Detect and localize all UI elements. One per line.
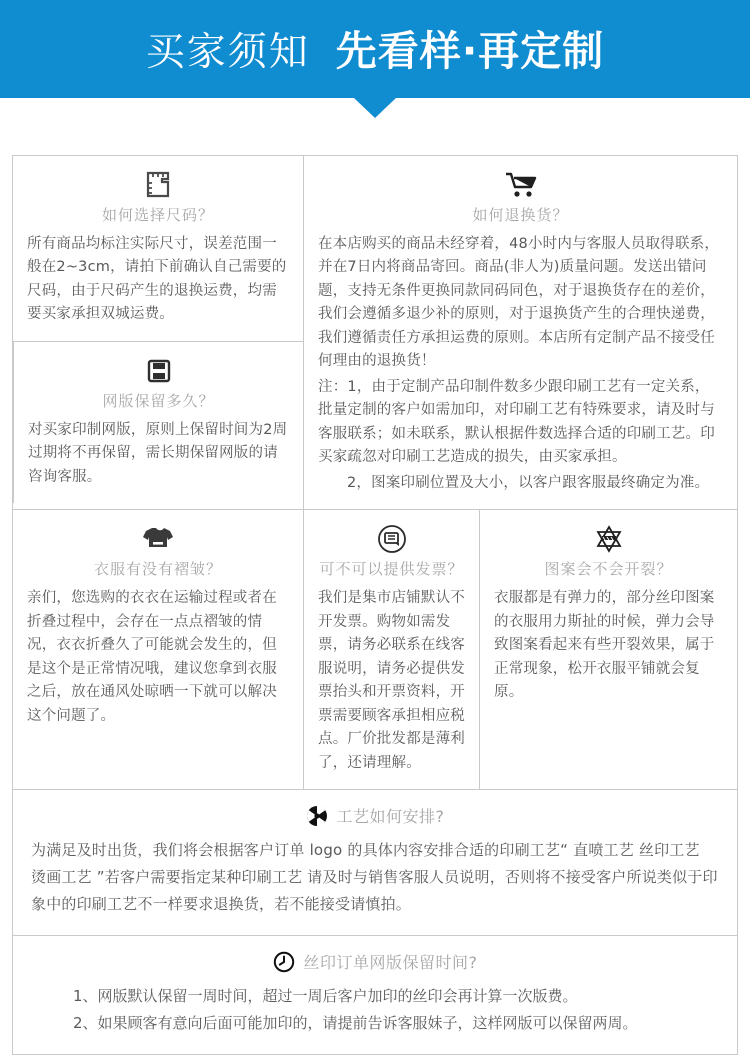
faq-cell-invoice (303, 510, 479, 789)
notice-retention-line-2: 2、如果顾客有意向后面可能加印的，请提前告诉客服妹子，这样网版可以保留两周。 (73, 1013, 638, 1032)
faq-body-screen-retention-text: 对买家印制网版，原则上保留时间为2周过期将不再保留，需长期保留网版的请咨询客服。 (28, 421, 288, 485)
faq-title-returns: 如何退换货？ (472, 206, 569, 224)
banner-title-bold: 先看样·再定制 (335, 26, 605, 75)
shopping-cart-icon (318, 168, 723, 202)
notice-retention-line-1: 1、网版默认保留一周时间，超过一周后客户加印的丝印会再计算一次版费。 (73, 987, 578, 1006)
faq-row-4 (13, 935, 737, 1054)
faq-cell-returns (303, 156, 737, 509)
star-crack-icon (494, 522, 723, 556)
invoice-icon (318, 522, 465, 556)
notice-body-process-text: 为满足及时出货，我们将会根据客户订单 logo 的具体内容安排合适的印刷工艺“ 直喷工艺 丝印工艺 烫画工艺 ”若客户需要指定某种印刷工艺 请及时与销售客服人员说明，否则将不接受客户所说类似于印象中的印刷工艺不一样要求退换货，若不能接受请慎拍。 (31, 841, 718, 913)
notice-head-process (31, 804, 719, 827)
banner-notch-triangle (354, 98, 396, 118)
faq-cell-cracking (479, 510, 737, 789)
faq-body-cracking (494, 587, 723, 704)
faq-body-returns-p3: 2，图案印刷位置及大小，以客户跟客服最终确定为准。 (347, 474, 710, 491)
notice-title-retention: 丝印订单网版保留时间? (303, 953, 478, 973)
notice-title-process: 工艺如何安排? (336, 807, 445, 827)
faq-title-invoice: 可不可以提供发票？ (319, 560, 464, 579)
faq-body-size (27, 233, 289, 327)
clock-icon (273, 951, 295, 973)
notice-cell-process (13, 790, 737, 935)
faq-row-2 (13, 509, 737, 789)
faq-cell-wrinkles (13, 510, 303, 789)
notice-body-process (31, 837, 719, 917)
faq-title-size: 如何选择尺码？ (101, 206, 214, 224)
faq-cell-screen-retention (13, 341, 303, 503)
faq-body-cracking-text: 衣服都是有弹力的，部分丝印图案的衣服用力斯扯的时候，弹力会导致图案看起来有些开裂效果，属于正常现象，松开衣服平铺就会复原。 (494, 590, 715, 701)
pinwheel-icon (306, 805, 328, 827)
faq-row-1 (13, 156, 737, 509)
faq-body-size-text: 所有商品均标注实际尺寸，误差范围一般在2~3cm，请拍下前确认自己需要的尺码，由于尺码产生的退换运费，均需要买家承担双城运费。 (27, 236, 287, 323)
faq-body-returns-p1: 在本店购买的商品未经穿着，48小时内与客服人员取得联系，并在7日内将商品寄回。商品(非人为)质量问题。发送出错问题，支持无条件更换同款同码同色，对于退换货存在的差价，我们会遵循多退少补的原则，对于退换货产生的合理快递费，我们遵循责任方承担运费的原则。本店所有定制产品不接受任何理由的退换货！ (318, 236, 720, 370)
faq-title-screen-retention: 网版保留多久？ (102, 391, 215, 410)
faq-table (12, 155, 738, 1055)
faq-body-invoice (318, 587, 465, 775)
faq-body-screen-retention (28, 419, 289, 489)
faq-body-wrinkles-text: 亲们，您选购的衣衣在运输过程或者在折叠过程中，会存在一点点褶皱的情况，衣衣折叠久了可能就会发生的，但是这个是正常情况哦，建议您拿到衣服之后，放在通风处晾晒一下就可以解决这个问题了。 (27, 590, 277, 724)
banner-title-light: 买家须知 (145, 29, 310, 75)
faq-body-returns-p2: 注：1，由于定制产品印制件数多少跟印刷工艺有一定关系，批量定制的客户如需加印，对印刷工艺有特殊要求，请及时与客服联系；如未联系，默认根据件数选择合适的印刷工艺。印买家疏忽对印刷工艺造成的损失，由买家承担。 (318, 378, 715, 466)
faq-cell-size (13, 156, 303, 341)
faq-body-invoice-text: 我们是集市店铺默认不开发票。购物如需发票，请务必联系在线客服说明，请务必提供发票抬头和开票资料，开票需要顾客承担相应税点。厂价批发都是薄利了，还请理解。 (318, 590, 465, 771)
notice-body-retention (31, 983, 719, 1036)
tshirt-icon (27, 522, 289, 556)
faq-title-cracking: 图案会不会开裂？ (544, 560, 673, 579)
faq-title-wrinkles: 衣服有没有褶皱？ (93, 560, 222, 579)
faq-left-column (13, 156, 303, 509)
faq-body-returns (318, 233, 723, 495)
banner-text-group (146, 18, 605, 77)
page-header-banner (0, 0, 750, 98)
ruler-icon (27, 168, 289, 202)
faq-row-3 (13, 789, 737, 935)
faq-body-wrinkles (27, 587, 289, 728)
notice-head-retention (31, 950, 719, 973)
notice-cell-retention (13, 936, 737, 1054)
floppy-disk-icon (28, 354, 289, 388)
